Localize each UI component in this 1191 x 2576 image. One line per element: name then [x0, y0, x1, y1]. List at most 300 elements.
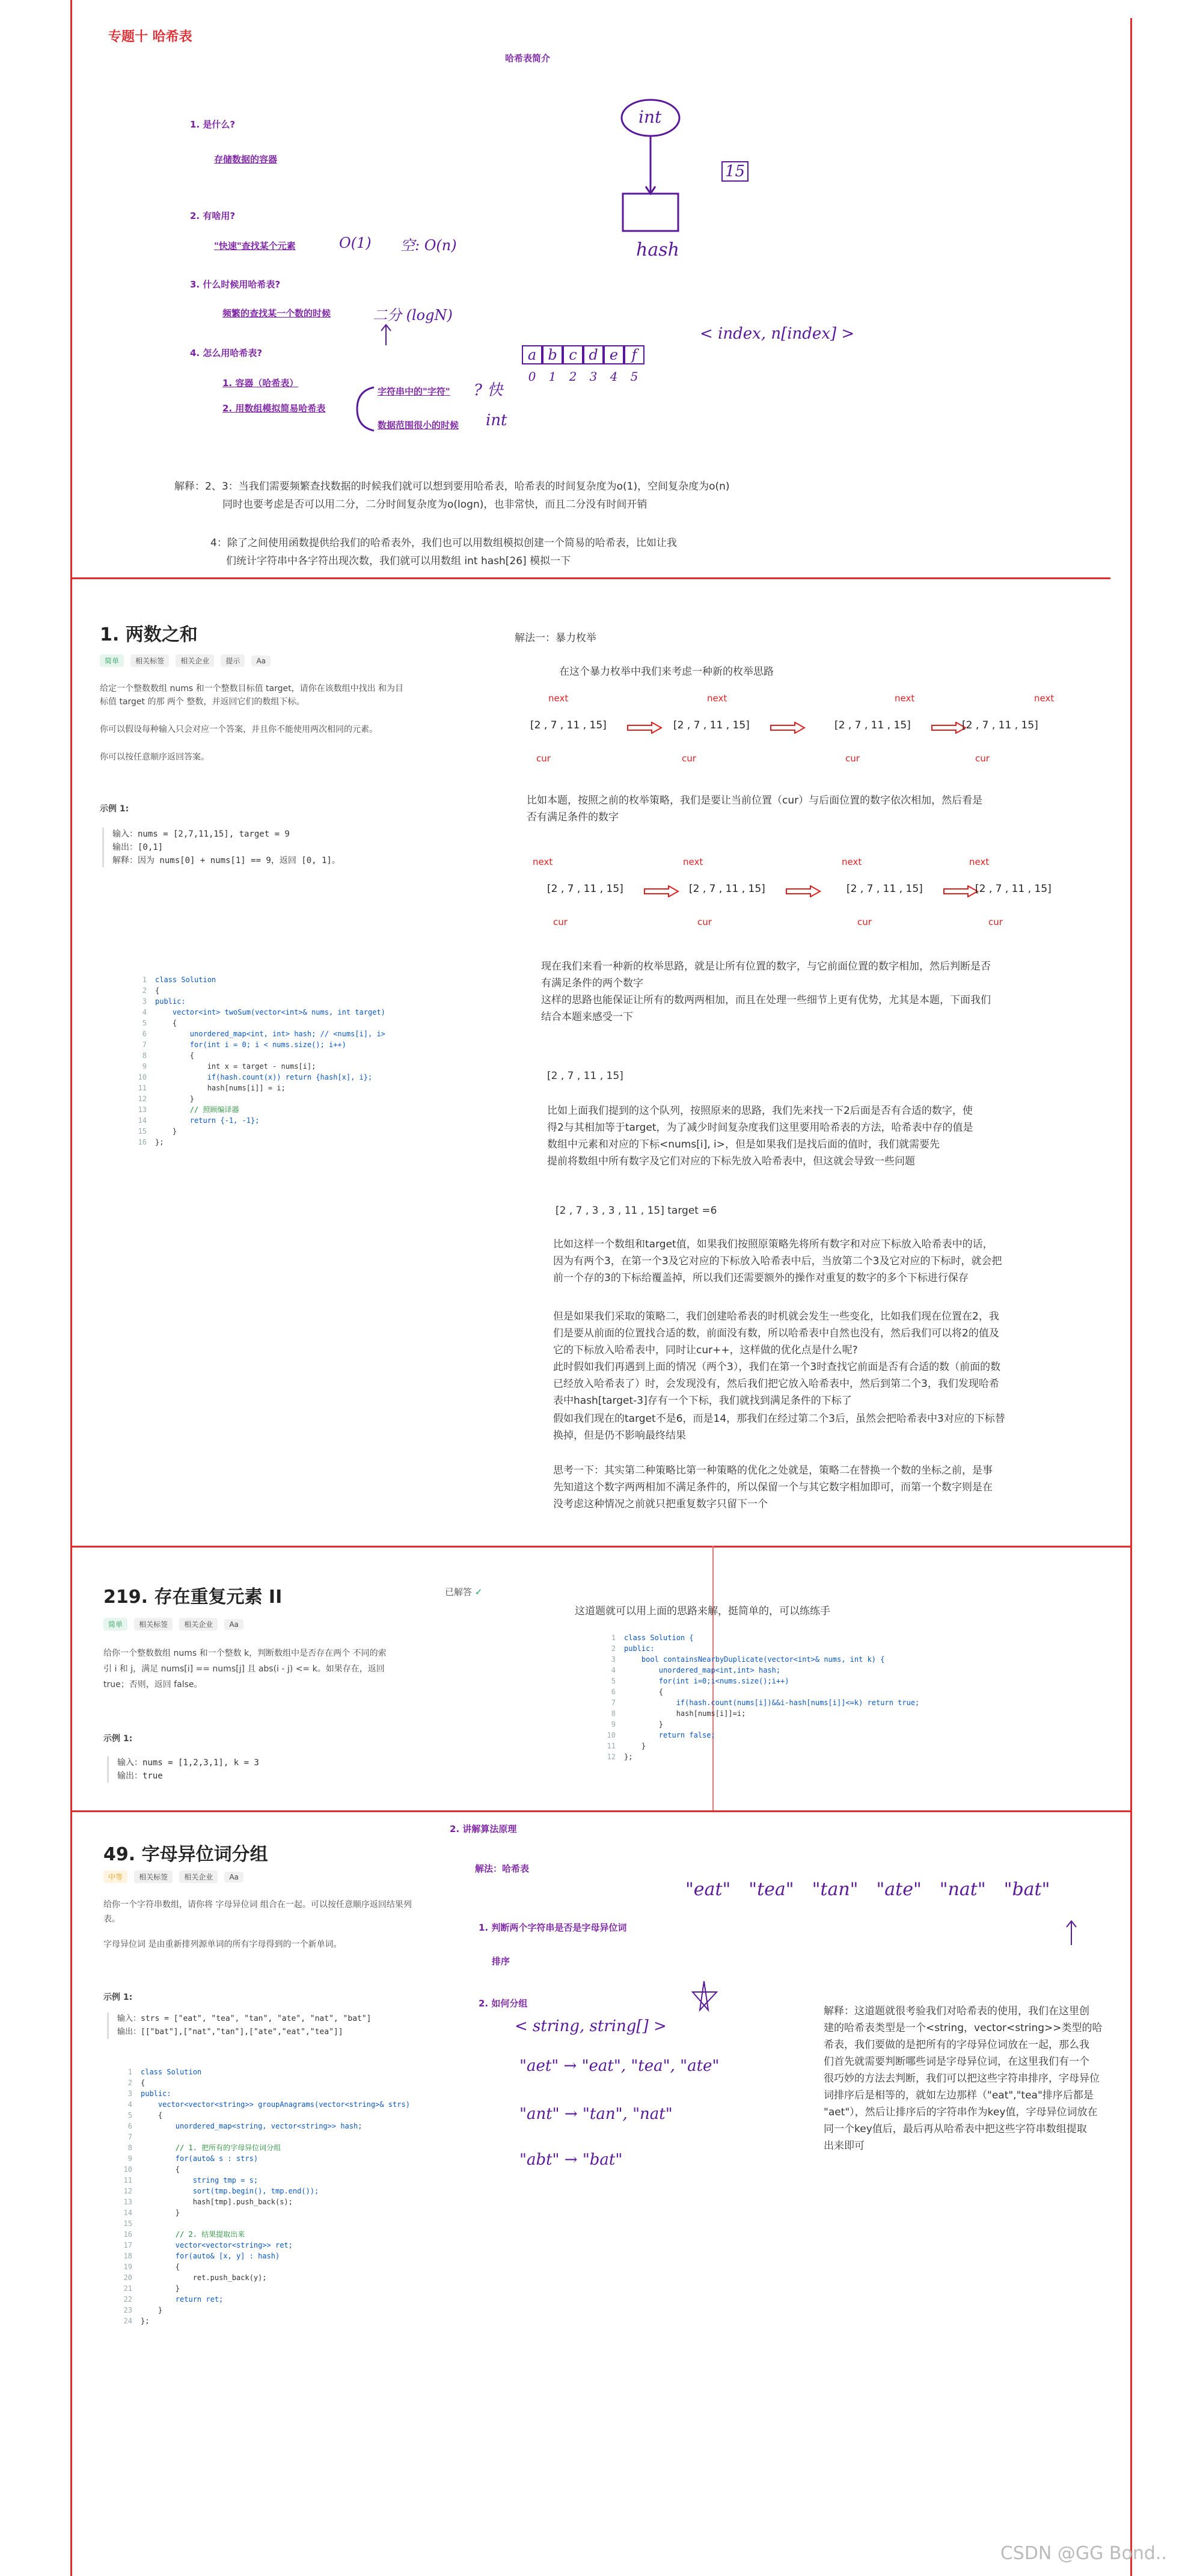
array-label: [2 , 7 , 11 , 15] — [689, 883, 765, 895]
array-label: [2 , 7 , 11 , 15] — [834, 719, 911, 731]
q2-label: 2. 有啥用? — [190, 211, 236, 221]
p219-example-title: 示例 1: — [103, 1734, 133, 1744]
p219-desc1: 给你一个整数数组 nums 和一个整数 k，判断数组中是否存在两个 不同的索 — [103, 1649, 387, 1658]
a4-2-label: 2. 用数组模拟简易哈希表 — [222, 403, 326, 414]
code-line — [118, 2229, 410, 2240]
tag-company[interactable]: 相关企业 — [179, 1618, 218, 1631]
letter-indices — [522, 369, 644, 384]
code-line — [132, 1039, 385, 1050]
a2-label: "快速"查找某个元素 — [214, 241, 296, 251]
array-label: [2 , 7 , 11 , 15] — [547, 883, 623, 895]
p219-solved — [445, 1585, 482, 1598]
code-text: unordered_map<int,int> hash; — [624, 1666, 781, 1674]
code-text: return false; — [624, 1731, 715, 1739]
cur-label: cur — [682, 753, 696, 764]
line-number: 24 — [123, 2317, 132, 2325]
divider-2 — [70, 1546, 1131, 1548]
code-text: public: — [155, 997, 186, 1006]
code-line — [601, 1730, 919, 1741]
a4-branch1: 字符串中的"字符" — [378, 386, 450, 397]
p1-desc3: 你可以按任意顺序返回答案。 — [100, 752, 209, 762]
p1-para6: 思考一下：其实第二种策略比第一种策略的优化之处就是，策略二在替换一个数的坐标之前，是事 — [553, 1465, 993, 1477]
p1-example — [102, 828, 340, 867]
p49-explain-line: 同一个key值后，最后再从哈希表中把这些字符串数组提取 — [824, 2123, 1087, 2135]
letter-cell: b — [542, 345, 563, 364]
code-line — [118, 2067, 410, 2077]
line-number: 3 — [127, 2089, 132, 2098]
difficulty-tag[interactable]: 中等 — [103, 1871, 127, 1883]
code-line — [118, 2316, 410, 2326]
line-number: 7 — [611, 1698, 616, 1707]
diagram-hash: hash — [636, 239, 679, 260]
a4-1-label: 1. 容器（哈希表） — [222, 378, 299, 389]
code-text: { — [141, 2079, 145, 2087]
line-number: 10 — [123, 2165, 132, 2174]
code-line — [601, 1686, 919, 1697]
a4-branch2: 数据范围很小的时候 — [378, 420, 459, 431]
code-text: { — [155, 1019, 177, 1027]
code-line — [118, 2088, 410, 2099]
p49-explain-line: 希表，我们要做的是把所有的字母异位词放在一起，那么我 — [824, 2039, 1089, 2051]
line-number: 7 — [142, 1041, 147, 1049]
code-text: class Solution — [141, 2068, 202, 2076]
p1-title: 1. 两数之和 — [100, 624, 198, 645]
code-line — [118, 2294, 410, 2305]
code-text: return ret; — [141, 2295, 224, 2304]
p219-code-block — [601, 1632, 919, 1762]
code-line — [132, 1093, 385, 1104]
code-text: for(auto& [x, y] : hash) — [141, 2252, 280, 2260]
a3-arrow-icon — [379, 322, 393, 346]
code-text: for(int i = 0; i < nums.size(); i++) — [155, 1041, 346, 1049]
code-text: for(int i=0;i<nums.size();i++) — [624, 1677, 789, 1685]
ex-input: 输入：nums = [1,2,3,1], k = 3 — [117, 1758, 259, 1768]
line-number: 13 — [123, 2198, 132, 2206]
red-arrow-icon — [770, 722, 806, 736]
tag-font[interactable]: Aa — [224, 1872, 243, 1883]
letter-cell: d — [583, 345, 604, 364]
p49-explain — [824, 2003, 1103, 2154]
line-number: 20 — [123, 2273, 132, 2282]
p49-title: 49. 字母异位词分组 — [103, 1844, 268, 1865]
brace-icon — [352, 385, 376, 433]
hand-map: < string, string[] > — [515, 2017, 667, 2035]
index-cell: 2 — [569, 369, 577, 384]
code-line — [118, 2207, 410, 2218]
p1-right-sub: 在这个暴力枚举中我们来考虑一种新的枚举思路 — [559, 666, 774, 678]
code-line — [118, 2251, 410, 2261]
cur-label: cur — [553, 917, 568, 927]
line-number: 16 — [138, 1138, 147, 1146]
line-number: 12 — [607, 1753, 616, 1761]
code-text: for(auto& s : strs) — [141, 2154, 259, 2163]
p1-arr3: [2 , 7 , 3 , 3 , 11 , 15] target =6 — [556, 1205, 717, 1217]
p1-para6c: 没考虑这种情况之前就只把重复数字只留下一个 — [553, 1498, 768, 1510]
code-line — [132, 1007, 385, 1018]
line-number: 7 — [127, 2133, 132, 2141]
index-cell: 5 — [630, 369, 638, 384]
hand-row3: "abt" → "bat" — [519, 2151, 623, 2169]
line-number: 3 — [142, 997, 147, 1006]
code-line — [132, 1126, 385, 1137]
code-text: public: — [624, 1644, 655, 1653]
code-text: unordered_map<int, int> hash; // <nums[i], i> — [155, 1030, 385, 1038]
p219-desc1b: 引 i 和 j，满足 nums[i] == nums[j] 且 abs(i - j) <= k。如果存在，返回 — [103, 1664, 385, 1674]
q4-label: 4. 怎么用哈希表? — [190, 348, 263, 358]
code-text: } — [624, 1720, 664, 1729]
cur-label: cur — [988, 917, 1003, 927]
line-number: 5 — [127, 2111, 132, 2120]
code-text: }; — [141, 2317, 150, 2325]
code-text: class Solution — [155, 976, 216, 984]
tag-hint[interactable]: 提示 — [221, 654, 245, 667]
p1-para1b: 否有满足条件的数字 — [527, 811, 619, 823]
tag-related[interactable]: 相关标签 — [130, 654, 169, 667]
line-number: 1 — [611, 1634, 616, 1642]
p1-desc2: 你可以假设每种输入只会对应一个答案，并且你不能使用两次相同的元素。 — [100, 725, 378, 734]
letter-cell: f — [624, 345, 644, 364]
p49-tags — [103, 1871, 247, 1883]
red-arrow-icon — [626, 722, 663, 736]
line-number: 4 — [611, 1666, 616, 1674]
code-line — [601, 1741, 919, 1751]
p1-red1b: 已经放入哈希表了）时，会发现没有，然后我们把它放入哈希表中，然后到第二个3，我们发现哈希 — [553, 1378, 999, 1390]
p1-para4c: 前一个存的3的下标给覆盖掉，所以我们还需要额外的操作对重复的数字的多个下标进行保存 — [553, 1272, 969, 1284]
code-line — [132, 1028, 385, 1039]
p49-desc1: 给你一个字符串数组，请你将 字母异位词 组合在一起。可以按任意顺序返回结果列 — [103, 1900, 412, 1910]
code-text: if(hash.count(nums[i])&&i-hash[nums[i]]<=k) return true; — [624, 1698, 920, 1707]
p1-code-block — [132, 974, 385, 1148]
explain2: 4：除了之间使用函数提供给我们的哈希表外，我们也可以用数组模拟创建一个简易的哈希表，比如让我 — [210, 537, 677, 549]
next-label: next — [683, 856, 703, 867]
code-line — [601, 1751, 919, 1762]
explain2b: 们统计字符串中各字符出现次数，我们就可以用数组 int hash[26] 模拟一下 — [226, 555, 571, 567]
code-line — [132, 1050, 385, 1061]
p219-desc1c: true；否则，返回 false。 — [103, 1680, 203, 1689]
letter-array — [522, 345, 644, 364]
tag-company[interactable]: 相关企业 — [179, 1871, 218, 1883]
ex-explain: 解释：因为 nums[0] + nums[1] == 9，返回 [0, 1]。 — [112, 856, 340, 865]
p49-explain-line: "aet"），然后让排序后的字符串作为key值，字母异位词放在 — [824, 2106, 1098, 2118]
code-text: bool containsNearbyDuplicate(vector<int>& nums, int k) { — [624, 1655, 885, 1664]
next-label: next — [707, 693, 727, 704]
line-number: 2 — [611, 1644, 616, 1653]
array-label: [2 , 7 , 11 , 15] — [673, 719, 750, 731]
line-number: 11 — [607, 1742, 616, 1750]
p1-para5b: 换掉，但是仍不影响最终结果 — [553, 1430, 686, 1442]
code-line — [132, 1137, 385, 1148]
code-text: unordered_map<string, vector<string>> hash; — [141, 2122, 363, 2130]
p1-tags — [100, 654, 274, 667]
code-line — [118, 2283, 410, 2294]
code-line — [118, 2132, 410, 2142]
code-line — [132, 1061, 385, 1072]
p219-title: 219. 存在重复元素 II — [103, 1587, 283, 1608]
p49-desc2: 字母异位词 是由重新排列源单词的所有字母得到的一个新单词。 — [103, 1940, 342, 1949]
up-arrow-icon — [1064, 1919, 1079, 1946]
p1-desc1b: 标值 target 的那 两个 整数，并返回它们的数组下标。 — [100, 697, 305, 707]
code-line — [118, 2218, 410, 2229]
p49-step1-sub: 排序 — [492, 1956, 510, 1967]
hand-word: "eat" — [685, 1879, 731, 1900]
line-number: 4 — [127, 2100, 132, 2109]
code-text: hash[nums[i]]=i; — [624, 1709, 746, 1718]
line-number: 5 — [611, 1677, 616, 1685]
p1-example-title: 示例 1: — [100, 804, 129, 814]
star-icon — [689, 1979, 719, 2015]
line-number: 13 — [138, 1105, 147, 1114]
line-number: 14 — [123, 2209, 132, 2217]
code-text: } — [141, 2209, 180, 2217]
cur-label: cur — [697, 917, 712, 927]
p1-para3c: 数组中元素和对应的下标<nums[i], i>，但是如果我们是找后面的值时，我们就需要先 — [547, 1139, 940, 1151]
code-text: int x = target - nums[i]; — [155, 1062, 316, 1071]
line-number: 6 — [142, 1030, 147, 1038]
code-line — [132, 985, 385, 996]
ex-input: 输入：nums = [2,7,11,15], target = 9 — [112, 829, 290, 839]
code-text: // 照顾编译器 — [155, 1105, 239, 1114]
difficulty-tag[interactable]: 简单 — [100, 654, 124, 667]
code-line — [118, 2153, 410, 2164]
code-line — [132, 974, 385, 985]
p49-example-title: 示例 1: — [103, 1993, 133, 2002]
code-text: hash[tmp].push_back(s); — [141, 2198, 293, 2206]
line-number: 1 — [142, 976, 147, 984]
hand-word: "nat" — [939, 1879, 986, 1900]
tag-font[interactable]: Aa — [224, 1619, 243, 1630]
a2-hand-space: 空: O(n) — [400, 237, 457, 254]
frame-right-line — [1130, 18, 1132, 2576]
line-number: 19 — [123, 2263, 132, 2271]
line-number: 10 — [607, 1731, 616, 1739]
code-line — [132, 1083, 385, 1093]
line-number: 2 — [127, 2079, 132, 2087]
code-line — [118, 2164, 410, 2175]
line-number: 3 — [611, 1655, 616, 1664]
p1-para1: 比如本题，按照之前的枚举策略，我们是要让当前位置（cur）与后面位置的数字依次相加，然后看是 — [527, 795, 983, 807]
line-number: 17 — [123, 2241, 132, 2249]
p1-right-title: 解法一：暴力枚举 — [515, 632, 596, 644]
code-text: vector<int> twoSum(vector<int>& nums, int target) — [155, 1008, 385, 1016]
code-line — [118, 2099, 410, 2110]
p49-desc1b: 表。 — [103, 1914, 120, 1924]
hand-row1: "aet" → "eat", "tea", "ate" — [519, 2057, 720, 2075]
p1-blue1b: 们是要从前面的位置找合适的数，前面没有数，所以哈希表中自然也没有，然后我们可以将2的值及 — [553, 1327, 999, 1339]
array-label: [2 , 7 , 11 , 15] — [847, 883, 923, 895]
code-text: } — [141, 2284, 180, 2293]
next-label: next — [548, 693, 569, 704]
p49-explain-line: 们首先就需要判断哪些词是字母异位词，在这里我们有一个 — [824, 2056, 1089, 2068]
line-number: 15 — [138, 1127, 147, 1136]
code-line — [132, 1115, 385, 1126]
p1-arr2: [2 , 7 , 11 , 15] — [547, 1070, 623, 1082]
section-heading: 哈希表简介 — [505, 53, 551, 64]
code-text: vector<vector<string>> ret; — [141, 2241, 293, 2249]
line-number: 18 — [123, 2252, 132, 2260]
line-number: 1 — [127, 2068, 132, 2076]
code-text: return {-1, -1}; — [155, 1116, 260, 1125]
code-line — [601, 1654, 919, 1665]
next-label: next — [842, 856, 862, 867]
p1-para2d: 结合本题来感受一下 — [541, 1011, 633, 1023]
code-line — [601, 1719, 919, 1730]
line-number: 6 — [127, 2122, 132, 2130]
tag-related[interactable]: 相关标签 — [134, 1618, 173, 1631]
tag-font[interactable]: Aa — [251, 656, 271, 666]
line-number: 8 — [611, 1709, 616, 1718]
code-text: { — [155, 1051, 195, 1060]
code-line — [601, 1632, 919, 1643]
p49-code-block — [118, 2067, 410, 2326]
p49-step2: 2. 如何分组 — [479, 1998, 528, 2009]
code-text: { — [141, 2263, 180, 2271]
code-text: }; — [624, 1753, 633, 1761]
array-label: [2 , 7 , 11 , 15] — [962, 719, 1038, 731]
code-line — [118, 2110, 410, 2121]
p1-para2: 现在我们来看一种新的枚举思路，就是让所有位置的数字，与它前面位置的数字相加，然后判断是否 — [541, 961, 991, 973]
q1-label: 1. 是什么? — [190, 119, 236, 130]
p49-explain-line: 很巧妙的方法去判断，我们可以把这些字符串排序，字母异位 — [824, 2073, 1100, 2085]
array-label: [2 , 7 , 11 , 15] — [975, 883, 1052, 895]
hand-word: "tea" — [749, 1879, 794, 1900]
p219-example — [107, 1756, 259, 1783]
p49-explain-line: 建的哈希表类型是一个<string，vector<string>>类型的哈 — [824, 2022, 1103, 2034]
p1-blue1: 但是如果我们采取的策略二，我们创建哈希表的时机就会发生一些变化，比如我们现在位置在2，我 — [553, 1311, 999, 1323]
tag-company[interactable]: 相关企业 — [176, 654, 214, 667]
line-number: 10 — [138, 1073, 147, 1081]
solved-label: 已解答 — [445, 1587, 473, 1597]
array-label: [2 , 7 , 11 , 15] — [530, 719, 607, 731]
p1-para3: 比如上面我们提到的这个队列，按照原来的思路，我们先来找一下2后面是否有合适的数字，使 — [547, 1105, 973, 1117]
index-cell: 0 — [528, 369, 536, 384]
q3-label: 3. 什么时候用哈希表? — [190, 279, 281, 290]
code-text: } — [141, 2306, 163, 2314]
code-line — [118, 2186, 410, 2196]
code-line — [118, 2196, 410, 2207]
line-number: 21 — [123, 2284, 132, 2293]
p1-para3d: 提前将数组中所有数字及它们对应的下标先放入哈希表中，但这就会导致一些问题 — [547, 1155, 915, 1167]
letter-cell: a — [522, 345, 542, 364]
code-text: string tmp = s; — [141, 2176, 259, 2184]
difficulty-tag[interactable]: 简单 — [103, 1618, 127, 1631]
code-text: { — [141, 2111, 163, 2120]
explain1b: 同时也要考虑是否可以用二分，二分时间复杂度为o(logn)，也非常快，而且二分没有时间开销 — [222, 499, 648, 511]
p1-desc1: 给定一个整数数组 nums 和一个整数目标值 target，请你在该数组中找出 和为目 — [100, 684, 404, 693]
divider-1 — [70, 577, 1110, 579]
line-number: 16 — [123, 2230, 132, 2239]
a4-branch1-hand: ? 快 — [474, 381, 503, 399]
a4-branch2-hand: int — [486, 411, 507, 429]
p49-mid-title: 2. 讲解算法原理 — [450, 1824, 517, 1834]
code-line — [601, 1665, 919, 1676]
ex-output: 输出：[0,1] — [112, 843, 164, 852]
explain1: 解释：2、3：当我们需要频繁查找数据的时候我们就可以想到要用哈希表，哈希表的时间复杂度为o(1)，空间复杂度为o(n) — [174, 481, 730, 493]
frame-left-line — [70, 0, 72, 2576]
hand-word: "ate" — [876, 1879, 922, 1900]
code-text: { — [624, 1688, 664, 1696]
index-cell: 4 — [610, 369, 618, 384]
red-arrow-icon — [643, 885, 679, 900]
p49-explain-line: 出来即可 — [824, 2140, 865, 2152]
a3-label: 频繁的查找某一个数的时候 — [222, 308, 331, 319]
cur-label: cur — [536, 753, 551, 764]
line-number: 9 — [142, 1062, 147, 1071]
hand-word: "tan" — [812, 1879, 859, 1900]
line-number: 12 — [123, 2187, 132, 2195]
diagram-int: int — [638, 107, 662, 127]
p1-para4: 比如这样一个数组和target值，如果我们按照原策略先将所有数字和对应下标放入哈希表中的话， — [553, 1238, 993, 1250]
p1-para5: 假如我们现在的target不是6，而是14，那我们在经过第二个3后，虽然会把哈希表中3对应的下标替 — [553, 1413, 1005, 1425]
next-label: next — [969, 856, 990, 867]
index-cell: 3 — [589, 369, 598, 384]
code-text: { — [141, 2165, 180, 2174]
p1-para4b: 因为有两个3，在第一个3及它对应的下标放入哈希表中后，当放第二个3及它对应的下标时，就会把 — [553, 1255, 1002, 1267]
a3-hand: 二分 (logN) — [373, 307, 453, 324]
hand-word-row — [685, 1879, 1050, 1900]
code-text: class Solution { — [624, 1634, 694, 1642]
code-text: } — [155, 1095, 195, 1103]
cur-label: cur — [857, 917, 872, 927]
p49-explain-line: 解释：这道题就很考验我们对哈希表的使用，我们在这里创 — [824, 2005, 1089, 2017]
hand-word: "bat" — [1003, 1879, 1050, 1900]
line-number: 14 — [138, 1116, 147, 1125]
code-line — [118, 2305, 410, 2316]
code-line — [601, 1697, 919, 1708]
code-line — [601, 1676, 919, 1686]
line-number: 4 — [142, 1008, 147, 1016]
check-icon: ✓ — [474, 1587, 483, 1597]
code-text: sort(tmp.begin(), tmp.end()); — [141, 2187, 319, 2195]
ex-output: 输出：[["bat"],["nat","tan"],["ate","eat","tea"]] — [117, 2027, 343, 2037]
line-number: 5 — [142, 1019, 147, 1027]
red-arrow-icon — [785, 885, 821, 900]
code-text: vector<vector<string>> groupAnagrams(vector<string>& strs) — [141, 2100, 410, 2109]
line-number: 8 — [142, 1051, 147, 1060]
hand-row2: "ant" → "tan", "nat" — [519, 2105, 673, 2123]
p49-explain-line: 词排序后是相等的，就如左边那样（"eat","tea"排序后都是 — [824, 2089, 1094, 2101]
code-text: hash[nums[i]] = i; — [155, 1084, 286, 1092]
next-label: next — [895, 693, 915, 704]
line-number: 6 — [611, 1688, 616, 1696]
code-text: ret.push_back(y); — [141, 2273, 267, 2282]
p49-example — [107, 2012, 372, 2039]
line-number: 15 — [123, 2219, 132, 2228]
line-number: 9 — [611, 1720, 616, 1729]
tag-related[interactable]: 相关标签 — [134, 1871, 173, 1883]
line-number: 2 — [142, 986, 147, 995]
ex-input: 输入：strs = ["eat", "tea", "tan", "ate", "nat", "bat"] — [117, 2014, 372, 2023]
p219-tags — [103, 1618, 247, 1631]
p1-red1c: 表中hash[target-3]存有一个下标，我们就找到满足条件的下标了 — [553, 1395, 852, 1407]
a1-label: 存储数据的容器 — [214, 154, 278, 165]
line-number: 8 — [127, 2144, 132, 2152]
code-line — [118, 2261, 410, 2272]
letter-cell: e — [604, 345, 624, 364]
code-line — [132, 1104, 385, 1115]
p1-para3b: 得2与其相加等于target，为了减少时间复杂度我们这里要用哈希表的方法，哈希表中存的值是 — [547, 1122, 973, 1134]
p1-para6b: 先知道这个数字两两相加不满足条件的，所以保留一个与其它数字相加即可，而第一个数字则是在 — [553, 1481, 993, 1493]
line-number: 12 — [138, 1095, 147, 1103]
line-number: 11 — [123, 2176, 132, 2184]
p1-para2c: 这样的思路也能保证让所有的数两两相加，而且在处理一些细节上更有优势，尤其是本题，下面我们 — [541, 994, 991, 1006]
cur-label: cur — [845, 753, 860, 764]
code-line — [118, 2077, 410, 2088]
code-line — [601, 1708, 919, 1719]
p1-blue1c: 它的下标放入哈希表中，同时让cur++，这样做的优化点是什么呢? — [553, 1344, 858, 1356]
code-line — [118, 2121, 410, 2132]
code-text: // 2. 结果提取出来 — [141, 2230, 245, 2239]
code-text: { — [155, 986, 160, 995]
